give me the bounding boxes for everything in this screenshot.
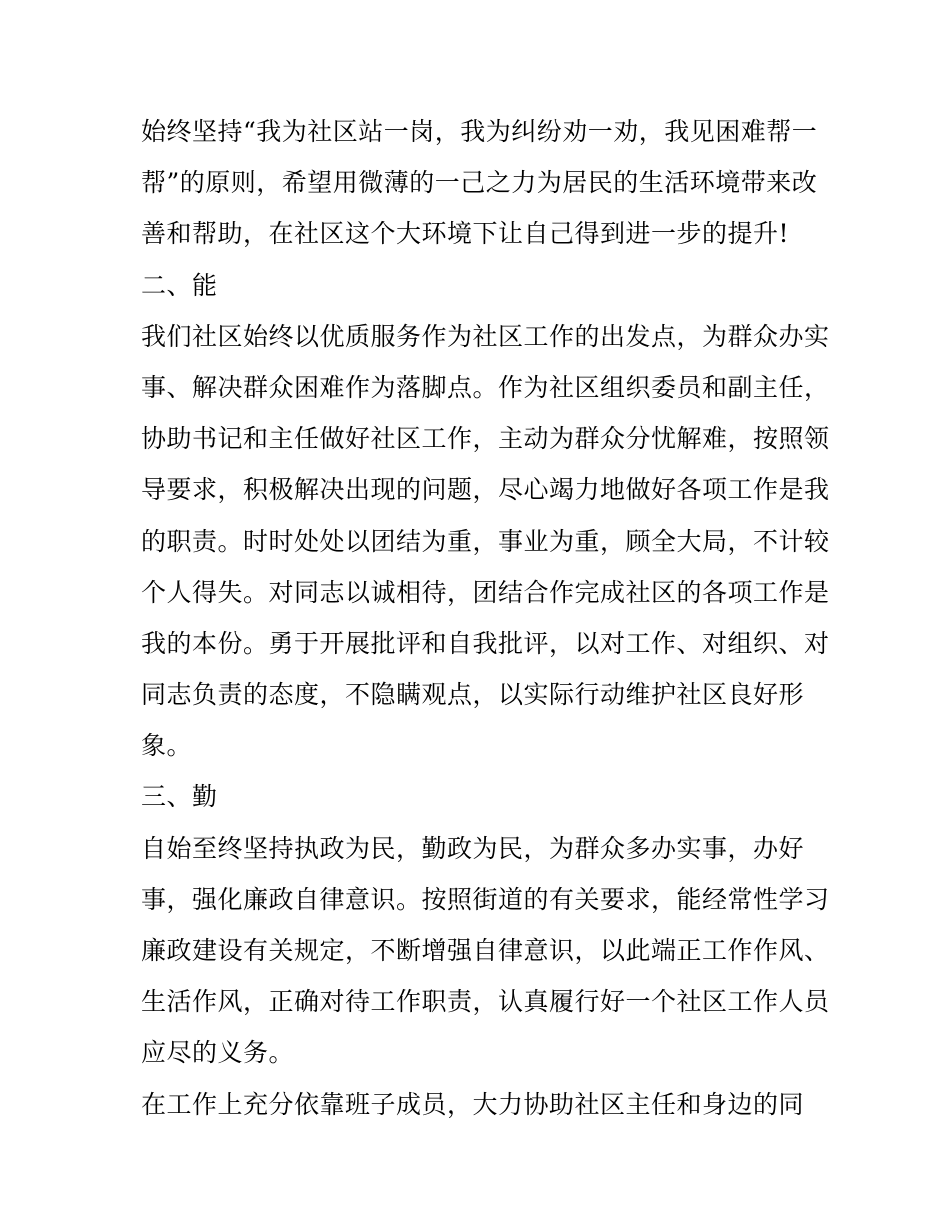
paragraph-line-16: 事，强化廉政自律意识。按照街道的有关要求，能经常性学习 [141, 884, 830, 914]
paragraph-line-15: 自始至终坚持执政为民，勤政为民，为群众多办实事，办好 [141, 833, 805, 863]
paragraph-line-18: 生活作风，正确对待工作职责，认真履行好一个社区工作人员 [141, 987, 830, 1017]
paragraph-line-17: 廉政建设有关规定，不断增强自律意识，以此端正工作作风、 [141, 936, 830, 965]
paragraph-line-7: 协助书记和主任做好社区工作，主动为群众分忧解难，按照领 [141, 424, 830, 454]
paragraph-line-11: 我的本份。勇于开展批评和自我批评，以对工作、对组织、对 [141, 628, 830, 658]
paragraph-line-12: 同志负责的态度，不隐瞒观点，以实际行动维护社区良好形 [141, 680, 805, 710]
section-heading-neng: 二、能 [141, 270, 218, 300]
paragraph-line-2: 帮”的原则，希望用微薄的一己之力为居民的生活环境带来改 [141, 168, 818, 198]
paragraph-line-3: 善和帮助，在社区这个大环境下让自己得到进一步的提升! [141, 219, 790, 249]
paragraph-line-13: 象。 [141, 731, 193, 761]
document-body [141, 106, 830, 1130]
paragraph-line-8: 导要求，积极解决出现的问题，尽心竭力地做好各项工作是我 [141, 475, 830, 505]
section-heading-qin: 三、勤 [141, 782, 218, 812]
paragraph-line-20: 在工作上充分依靠班子成员，大力协助社区主任和身边的同 [141, 1089, 805, 1119]
paragraph-line-6: 事、解决群众困难作为落脚点。作为社区组织委员和副主任， [141, 372, 830, 402]
paragraph-line-9: 的职责。时时处处以团结为重，事业为重，顾全大局，不计较 [141, 526, 830, 556]
paragraph-line-19: 应尽的义务。 [141, 1038, 295, 1068]
paragraph-line-1: 始终坚持“我为社区站一岗，我为纠纷劝一劝，我见困难帮一 [141, 117, 818, 146]
paragraph-line-10: 个人得失。对同志以诚相待，团结合作完成社区的各项工作是 [141, 577, 830, 607]
paragraph-line-5: 我们社区始终以优质服务作为社区工作的出发点，为群众办实 [141, 321, 830, 351]
